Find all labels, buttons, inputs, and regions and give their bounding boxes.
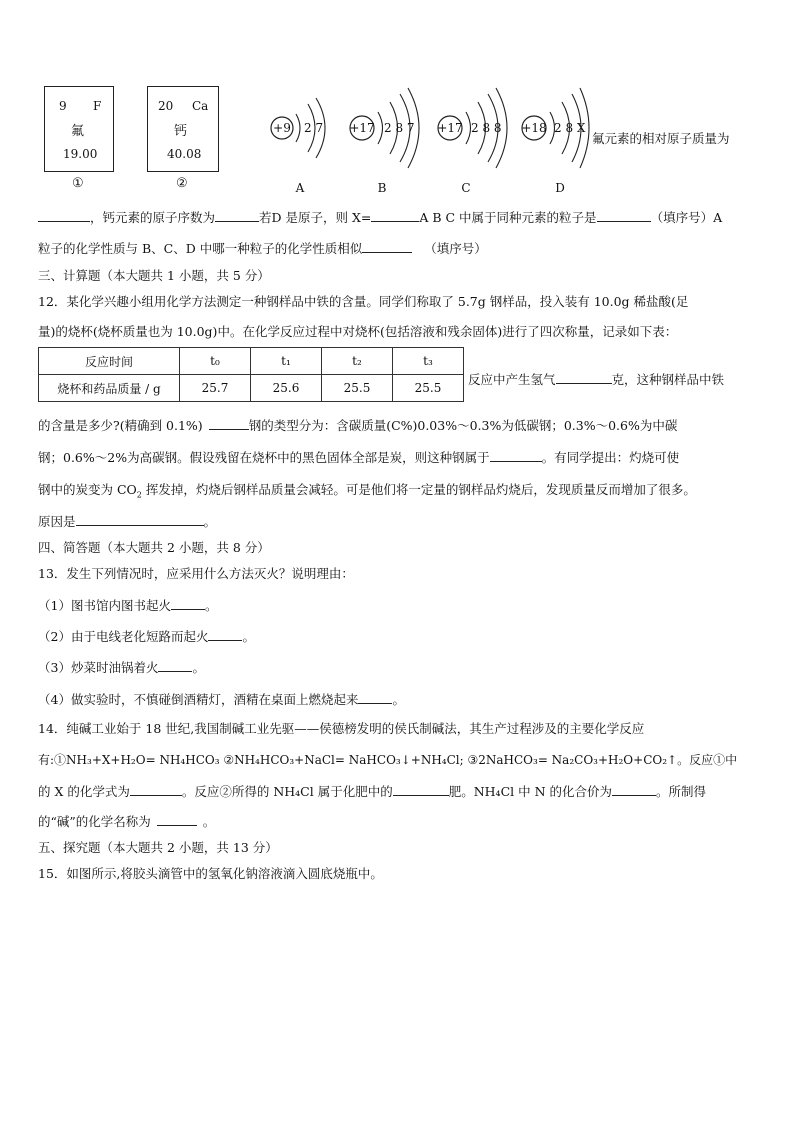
shell-electrons: 2 8 7 [384,121,415,135]
q11-line2 [38,208,722,226]
nucleus-charge: +17 [437,121,463,135]
q12-text: 的含量是多少?(精确到 0.1%) [38,418,203,433]
answer-blank[interactable] [362,240,412,253]
q12-line2: 量)的烧杯(烧杯质量也为 10.0g)中。在化学反应过程中对烧杯(包括溶液和残余固体)进行了四次称量，记录如下表： [38,324,678,339]
q12-text: 。 [203,514,217,529]
q11-line1-tail: 氟元素的相对原子质量为 [592,131,730,146]
q11-text: ，钙元素的原子序数为 [90,210,216,225]
answer-blank[interactable] [371,209,419,222]
atom-diagram-d [521,88,589,195]
table-row [39,348,464,375]
q13-title: 13．发生下列情况时，应采用什么方法灭火？说明理由： [38,566,354,581]
q12-text: 挥发掉，灼烧后钢样品质量会减轻。可是他们将一定量的钢样品灼烧后，发现质量反而增加了很多。 [141,482,696,497]
q14-text: 。所制得 [656,784,707,799]
q12-text: 。有同学提出：灼烧可使 [541,450,680,465]
answer-blank[interactable] [130,783,182,796]
answer-blank[interactable] [171,597,205,610]
q12-line4 [38,416,677,434]
answer-blank[interactable] [215,209,259,222]
atom-label: D [555,181,565,195]
answer-blank[interactable] [556,371,612,384]
table-cell: 25.5 [393,375,464,402]
atom-diagram-a [271,98,325,195]
q12-text: 钢中的炭变为 CO [38,482,137,497]
q12-text: 钢的类型分为：含碳质量(C%)0.03%～0.3%为低碳钢；0.3%～0.6%为中碳 [248,418,678,433]
answer-blank[interactable] [209,417,249,430]
q14-line1: 14．纯碱工业始于 18 世纪,我国制碱工业先驱——侯德榜发明的侯氏制碱法，其生产过程涉及的主要化学反应 [38,721,645,736]
q13-text: 。 [192,660,205,675]
shell-electrons: 2 8 8 [471,121,502,135]
table-cell: 烧杯和药品质量 / g [39,375,180,402]
table-cell: t₁ [251,348,322,375]
element-number: 20 [158,99,174,113]
answer-blank[interactable] [208,628,242,641]
q12-line1: 12．某化学兴趣小组用化学方法测定一种钢样品中铁的含量。同学们称取了 5.7g 钢样品，投入装有 10.0g 稀盐酸(足 [38,294,689,309]
q11-text: （填序号）A [650,210,723,225]
table-cell: t₃ [393,348,464,375]
q13-item [38,658,205,676]
q13-item [38,627,255,645]
section-heading: 三、计算题（本大题共 1 小题，共 5 分） [38,268,270,283]
q14-line2: 有:①NH₃+X+H₂O= NH₄HCO₃ ②NH₄HCO₃+NaCl= NaHCO₃↓+NH₄Cl; ③2NaHCO₃= Na₂CO₃+H₂O+CO₂↑。反应①中 [38,753,738,767]
table-cell: 25.5 [322,375,393,402]
subscript: 2 [136,490,142,500]
q11-text: 若D 是原子，则 X= [259,210,372,225]
answer-blank[interactable] [157,813,197,826]
q12-text: 原因是 [38,514,76,529]
atom-diagram-b [349,88,419,195]
q13-item [38,596,217,614]
answer-blank[interactable] [597,209,651,222]
q12-text: 反应中产生氢气 [468,372,556,387]
table-cell: 反应时间 [39,348,180,375]
q11-line3 [38,239,487,257]
element-symbol: F [93,99,102,113]
element-number: 9 [59,99,67,113]
table-cell: 25.7 [180,375,251,402]
nucleus-charge: +17 [349,121,375,135]
q13-text: （2）由于电线老化短路而起火 [38,629,209,644]
q14-line3 [38,782,706,800]
element-marker: ② [176,176,188,191]
answer-blank[interactable] [158,659,192,672]
q13-text: （4）做实验时，不慎碰倒酒精灯，酒精在桌面上燃烧起来 [38,692,359,707]
q14-line4 [38,812,215,830]
q12-line6 [38,480,696,500]
section-heading: 四、简答题（本大题共 2 小题，共 8 分） [38,540,270,555]
q13-text: 。 [242,629,255,644]
q13-text: 。 [392,692,405,707]
q13-item [38,690,405,708]
table-cell: 25.6 [251,375,322,402]
q15-text: 15．如图所示,将胶头滴管中的氢氧化钠溶液滴入圆底烧瓶中。 [38,866,383,881]
q12-line7 [38,512,216,530]
answer-blank[interactable] [490,449,542,462]
element-name: 氟 [71,124,85,139]
q11-text: A B C 中属于同种元素的粒子是 [419,210,597,225]
answer-blank[interactable] [393,783,449,796]
q12-side [468,370,724,388]
element-symbol: Ca [192,99,209,113]
measurement-table [38,347,464,402]
element-mass: 19.00 [63,147,98,161]
nucleus-charge: +18 [521,121,547,135]
q11-text: 粒子的化学性质与 B、C、D 中哪一种粒子的化学性质相似 [38,241,363,256]
q13-text: 。 [204,598,218,613]
q14-text: 肥。NH₄Cl 中 N 的化合价为 [448,784,612,799]
atom-label: C [461,181,471,195]
element-mass: 40.08 [167,147,202,161]
table-row [39,375,464,402]
q13-text: （1）图书馆内图书起火 [38,598,171,613]
table-cell: t₀ [180,348,251,375]
q13-text: （3）炒菜时油锅着火 [38,660,159,675]
atom-label: B [377,181,387,195]
atom-label: A [295,181,305,195]
shell-electrons: 2 7 [304,121,324,135]
q14-text: 。 [202,814,216,829]
q14-text: 。反应②所得的 NH₄Cl 属于化肥中的 [181,784,393,799]
element-marker: ① [72,176,84,191]
element-name: 钙 [174,124,188,139]
answer-blank[interactable] [76,513,204,526]
table-cell: t₂ [322,348,393,375]
q11-text: （填序号） [424,241,487,256]
q14-text: 的 X 的化学式为 [38,784,130,799]
q12-text: 钢；0.6%～2%为高碳钢。假设残留在烧杯中的黑色固体全部是炭，则这种钢属于 [38,450,490,465]
shell-electrons: 2 8 X [554,121,586,135]
q12-text: 克，这种钢样品中铁 [611,372,725,387]
nucleus-charge: +9 [273,121,291,135]
atom-diagram-c [437,88,507,195]
q12-line5 [38,448,679,466]
q14-text: 的“碱”的化学名称为 [38,814,151,829]
answer-blank[interactable] [358,691,392,704]
section-heading: 五、探究题（本大题共 2 小题，共 13 分） [38,840,278,855]
answer-blank[interactable] [38,209,90,222]
answer-blank[interactable] [612,783,656,796]
